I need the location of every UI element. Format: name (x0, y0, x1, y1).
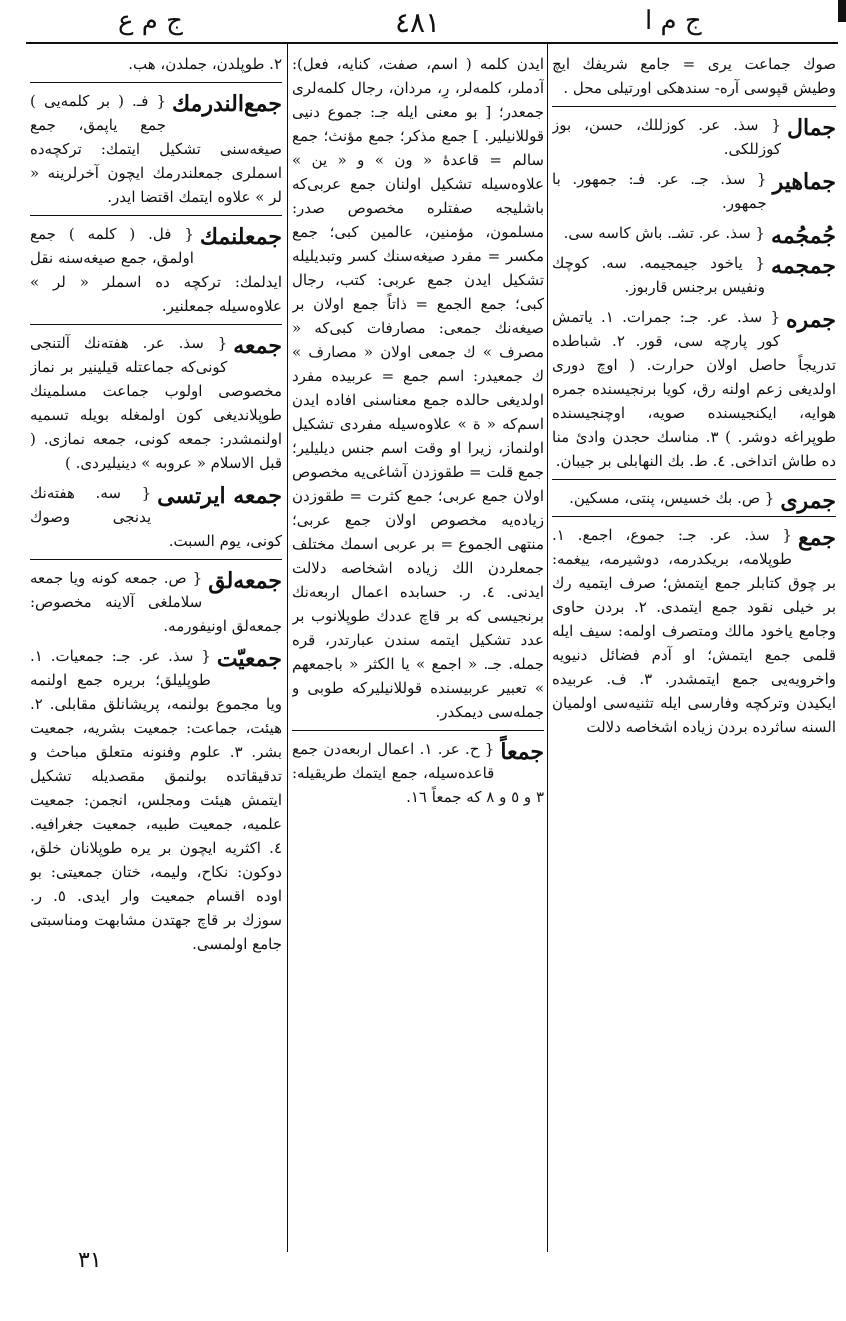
entry-divider (292, 730, 544, 731)
column-right-intro: صوك جماعت يرى = جامع شريفك ايچ وطيش قپوسى آره- سندهكى اورتيلى محل . (552, 55, 836, 97)
headword: جمعه‌لق (208, 568, 282, 594)
entry-divider (30, 324, 282, 325)
definition: { سذ. عر. جـ: جمرات. ١. ياتمش كور پارچه سى، قور. ٢. شباطده تدريجاً حاصل اولان حرارت. ( اوچ دورى اولديغى زعم اولنه رق، كويا برنجيسنده جمره هوايه، ايكنجيسنده صويه، اوچنجيسنده طوپراغه دوشر. ) ٣. مناسك حجدن وادئ منا ده طاش اتداخى. ٤. ط. بك النهابلى بر جيبان. (552, 308, 836, 470)
definition: { فل. ( كلمه ) جمع اولمق، جمع صيغه‌سنه نقل ايدلمك: تركچه ده اسملر « لر » علاوه‌سيله جمعلنير. (30, 225, 282, 315)
column-divider-left (287, 44, 288, 1252)
column-middle-text: ايدن كلمه ( اسم، صفت، كنايه، فعل): آدملر، كلمه‌لر، رِ، مردان، رجال كلمه‌لرى جمعدر؛ [ بو معنى ايله جـ: جموع دنيى قوللانيلير. ] جمع مذكر؛ جمع مؤنث؛ جمع سالم = قاعدهٔ « ون » و « ين » علاوه‌سيله تشكيل اولنان جمع عربى‌كه باشليجه صفتلره مخصوص صدر: مسلمون، مؤمنين، عالمين كبى؛ جمع مكسر = مفرد صيغه‌سنك كسر وتبديليله تشكيل ايدن جمع عربى: كتب، رجال كبى؛ جمع الجمع = ذاتاً جمع اولان بر صيغه‌نك جمعى: مصارفات كبى‌كه « مصرف » ك جمعى اولان « مصارف » ك جمعيدر: اسم جمع = عربيده مفرد اولديغى حالده جمع معناسنى افاده ايدن اسم‌كه « ة » علاوه‌سيله مفردى تشكيل اولنماز، زيرا او وقت اسم جنس ديليلير؛ جمع قلت = طقوزدن آشاغى‌يه مخصوص اولان جمع عربى؛ جمع كثرت = طقوزدن زياده‌يه مخصوص اولان جمع عربى؛ منتهى الجموع = بر عربى اسمك مختلف جمعلردن الك زياده اشخاصه دلالت ايدنى. ٤. ر. حسابده اعمال اربعه‌نك برنجيسى كه بر قاچ عددك طوپلانوب بر عدد تشكيل ايتمه سندن عبارتدر، قره جمله. جـ. « اجمع » يا الكثر « باجمعهم » تعبير عربيسنده قوللانيليركه طوبى و جمله‌سى ديمكدر. (292, 55, 544, 721)
entry-jumalik (30, 566, 282, 638)
entry-divider (30, 559, 282, 560)
definition: { سذ. جـ. عر. فـ: جمهور. با جمهور. (552, 170, 767, 212)
entry-juma-ertesi (30, 481, 282, 553)
definition: { فـ. ( بر كلمه‌يى ) جمع ياپمق، جمع صيغه‌سنى تشكيل ايتمك: تركچه‌ده اسملرى جمعلندرمك ايچون آخرلرينه « لر » علاوه ايتمك اقتضا ايدر. (30, 92, 282, 206)
definition: { سذ. عر. تشـ. باش كاسه سى. (563, 224, 765, 242)
definition: { سه. هفته‌نك يدنجى وصوك كونى، يوم السبت. (30, 484, 282, 550)
entry-jamlenmek (30, 222, 282, 318)
headword: جمع‌الندرمك (172, 91, 282, 117)
signature-mark: ٣١ (78, 1248, 102, 1273)
column-middle (292, 52, 544, 1252)
entry-divider (552, 106, 836, 107)
definition: { سذ. عر. جـ: جموع، اجمع. ١. طوپلامه، بريكدرمه، دوشيرمه، ييغمه: بر چوق كتابلر جمع ايتمش؛ صرف ايتميه رك بر خيلى نقود جمع ايتمدى. ٢. بردن حاوى وجامع ياخود مالك ومتصرف اولمه: سيف ايله قلمى جمع ايتمش؛ او آدم فضائل دنيويه واخرويه‌يى جمع ايتمشدر. ٣. ف. عربيده ايكيدن وتركچه وفارسى ايله تثنيه‌سى اولميان السنه ساثرده بردن زياده اشخاصه دلالت (552, 526, 836, 736)
header-right-guide: ج م ا (645, 6, 702, 36)
headword: جمعاً (500, 739, 544, 765)
page-number: ٤٨١ (395, 6, 441, 39)
entry-juma (30, 331, 282, 475)
entry-jamiyet (30, 644, 282, 956)
entry-divider (30, 82, 282, 83)
headword: جمجمه (770, 253, 836, 279)
definition: { ياخود جيمجيمه. سه. كوچك ونفيس برجنس قاربوز. (552, 254, 765, 296)
definition: { ص. بك خسيس، پنتى، مسكين. (569, 489, 775, 507)
headword: جمعلنمك (199, 224, 282, 250)
entry-jaman (292, 737, 544, 809)
headword: جمرى (780, 488, 836, 514)
header-left-guide: ج م ع (118, 6, 183, 36)
headword: جمعه ايرتسى (157, 483, 282, 509)
entry-divider (552, 516, 836, 517)
entry-jamal (552, 113, 836, 161)
definition: { ص. جمعه كونه ويا جمعه سلاملغى آلاينه مخصوص: جمعه‌لق اونيفورمه. (30, 569, 282, 635)
definition: { ح. عر. ١. اعمال اربعه‌دن جمع قاعده‌سيله، جمع ايتمك طريقيله: ٣ و ٥ و ٨ كه جمعاً ١٦. (292, 740, 544, 806)
entry-divider (552, 479, 836, 480)
column-right (552, 52, 836, 1252)
column-left-intro: ٢. طوپلدن، جملدن، هب. (128, 55, 282, 73)
definition: { سذ. عر. هفته‌نك آلتنجى كونى‌كه جماعتله قيلينير بر نماز مخصوصى اولوب جماعت مسلمينك طوپلانديغى كون اولمغله بويله تسميه اولنمشدر: جمعه كونى، جمعه نمازى. ( قبل الاسلام « عروبه » دينيليردى. ) (30, 334, 282, 472)
headword: جمع (797, 525, 836, 551)
definition: { سذ. عر. كوزللك، حسن، بوز كوزللكى. (552, 116, 781, 158)
definition: { سذ. عر. جـ: جمعيات. ١. طوپليلق؛ بريره جمع اولنمه ويا مجموع بولنمه، پريشانلق مقابلى. ٢. هيئت، جماعت: جمعيت بشريه، جمعيت بشر. ٣. علوم وفنونه متعلق مباحث و تدقيقاتده بولنمق مقصديله تشكيل ايتمش هيئت ومجلس، انجمن: جمعيت علميه، جمعيت طبيه، جمعيت جغرافيه. ٤. اكثريه ايچون بر يره طوپلانان خلق، دوكون: نكاح، وليمه، ختان جمعيتى: بو اوده اقسام جمعيت وار ايدى. ٥. ر. سوزك بر قاچ جهتدن مشابهت ومناسبتى جامع اولمسى. (30, 647, 282, 953)
entry-jamahir (552, 167, 836, 215)
entry-jumjuma (552, 221, 836, 249)
headword: جماهير (772, 169, 836, 195)
headword: جمال (786, 115, 836, 141)
entry-jimri (552, 486, 836, 514)
entry-jam (552, 523, 836, 739)
column-divider-right (547, 44, 548, 1252)
entry-jimjime (552, 251, 836, 299)
header-rule (26, 42, 838, 44)
entry-jemre (552, 305, 836, 473)
column-left (30, 52, 282, 1252)
page-corner-mark (838, 0, 846, 22)
headword: جمعه (233, 333, 282, 359)
headword: جُمجُمه (770, 223, 836, 249)
entry-jamlendirmek (30, 89, 282, 209)
entry-divider (30, 215, 282, 216)
headword: جمعيّت (216, 646, 282, 672)
headword: جمره (786, 307, 836, 333)
